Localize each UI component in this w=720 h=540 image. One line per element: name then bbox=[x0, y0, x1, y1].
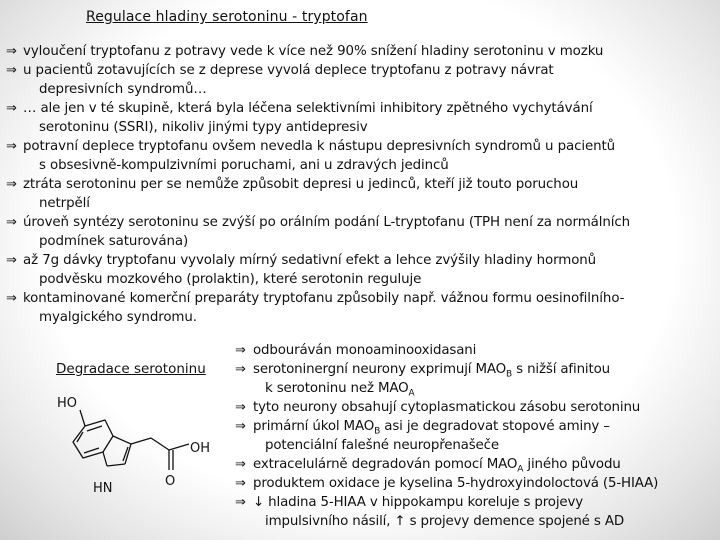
bond bbox=[107, 464, 125, 466]
bullet-text: potravní deplece tryptofanu ovšem nevedla k nástupu depresivních syndromů u pacientů bbox=[23, 139, 616, 154]
bullet-item bbox=[5, 99, 717, 137]
bullet-continuation: netrpělí bbox=[39, 196, 90, 211]
implies-arrow-icon: ⇒ bbox=[235, 343, 246, 358]
degradation-item bbox=[233, 474, 718, 493]
bullet-text: kontaminované komerční preparáty tryptofanu způsobily např. vážnou formu oesinofilního- bbox=[23, 291, 625, 306]
item-continuation bbox=[253, 379, 718, 398]
implies-arrow-icon: ⇒ bbox=[235, 400, 246, 415]
item-text: serotoninergní neurony exprimují MAO bbox=[253, 362, 507, 377]
bullet-item bbox=[5, 137, 717, 175]
hydroxyl-label: HO bbox=[57, 396, 78, 411]
serotonin-structure bbox=[55, 392, 225, 502]
degradation-list bbox=[233, 341, 718, 531]
implies-arrow-icon: ⇒ bbox=[235, 419, 246, 434]
bullet-continuation: podvěsku mozkového (prolaktin), které serotonin reguluje bbox=[39, 272, 422, 287]
item-text: asi je degradovat stopové aminy – bbox=[380, 419, 610, 434]
degradation-item bbox=[233, 455, 718, 474]
item-text: s nižší afinitou bbox=[512, 362, 610, 377]
item-text: odbouráván monoaminooxidasani bbox=[253, 343, 477, 358]
bullet-continuation: depresivních syndromů… bbox=[39, 82, 207, 97]
implies-arrow-icon: ⇒ bbox=[235, 476, 246, 491]
bullet-list bbox=[5, 42, 717, 327]
bullet-item bbox=[5, 251, 717, 289]
item-text: jiného původu bbox=[523, 457, 621, 472]
bullet-item bbox=[5, 175, 717, 213]
item-text: extracelulárně degradován pomocí MAO bbox=[253, 457, 518, 472]
bullet-text: ztráta serotoninu per se nemůže způsobit depresi u jedinců, kteří již touto poruchou bbox=[23, 177, 579, 192]
acid-oh-label: OH bbox=[190, 441, 211, 456]
item-text: produktem oxidace je kyselina 5-hydroxyindoloctová (5-HIAA) bbox=[253, 476, 659, 491]
item-text: tyto neurony obsahují cytoplasmatickou zásobu serotoninu bbox=[253, 400, 641, 415]
bullet-item bbox=[5, 289, 717, 327]
implies-arrow-icon: ⇒ bbox=[6, 139, 17, 154]
bond bbox=[131, 438, 151, 444]
item-text: primární úkol MAO bbox=[253, 419, 375, 434]
bullet-continuation: s obsesivně-kompulzivními poruchami, ani u zdravých jedinců bbox=[39, 158, 449, 173]
enzyme-subscript: B bbox=[374, 426, 381, 437]
enzyme-subscript: B bbox=[506, 369, 513, 380]
item-continuation: potenciální falešné neuropřenašeče bbox=[265, 438, 499, 453]
degradation-item bbox=[233, 493, 718, 531]
item-continuation: impulsivního násilí, ↑ s projevy demence spojené s AD bbox=[265, 514, 624, 529]
implies-arrow-icon: ⇒ bbox=[6, 215, 17, 230]
bullet-continuation: serotoninu (SSRI), nikoliv jinými typy antidepresiv bbox=[39, 120, 368, 135]
implies-arrow-icon: ⇒ bbox=[6, 291, 17, 306]
bullet-text: úroveň syntézy serotoninu se zvýší po orálním podání L-tryptofanu (TPH není za normálních bbox=[23, 215, 631, 230]
degradation-item bbox=[233, 360, 718, 398]
amine-label: HN bbox=[93, 481, 113, 496]
bullet-item bbox=[5, 213, 717, 251]
bond bbox=[80, 410, 85, 426]
bullet-text: vyloučení tryptofanu z potravy vede k více než 90% snížení hladiny serotoninu v mozku bbox=[23, 44, 604, 59]
degradation-item bbox=[233, 417, 718, 455]
implies-arrow-icon: ⇒ bbox=[6, 63, 17, 78]
bullet-continuation: podmínek saturována) bbox=[39, 234, 189, 249]
bond bbox=[151, 438, 169, 450]
implies-arrow-icon: ⇒ bbox=[235, 457, 246, 472]
bond bbox=[113, 436, 131, 444]
implies-arrow-icon: ⇒ bbox=[6, 177, 17, 192]
implies-arrow-icon: ⇒ bbox=[6, 101, 17, 116]
implies-arrow-icon: ⇒ bbox=[235, 362, 246, 377]
bullet-text: … ale jen v té skupině, která byla léčena selektivními inhibitory zpětného vychytávání bbox=[23, 101, 593, 116]
implies-arrow-icon: ⇒ bbox=[6, 44, 17, 59]
carbonyl-o-label: O bbox=[165, 474, 176, 489]
bullet-item bbox=[5, 42, 717, 61]
degradation-item bbox=[233, 341, 718, 360]
implies-arrow-icon: ⇒ bbox=[6, 253, 17, 268]
item-text: k serotoninu než MAO bbox=[265, 381, 409, 396]
double-bond bbox=[123, 447, 128, 461]
bullet-item bbox=[5, 61, 717, 99]
bullet-text: u pacientů zotavujících se z deprese vyvolá deplece tryptofanu z potravy návrat bbox=[23, 63, 554, 78]
enzyme-subscript: A bbox=[517, 464, 524, 475]
double-bond bbox=[84, 448, 99, 453]
bullet-text: až 7g dávky tryptofanu vyvolaly mírný sedativní efekt a lehce zvýšily hladiny hormonů bbox=[23, 253, 597, 268]
bond bbox=[169, 444, 189, 450]
enzyme-subscript: A bbox=[408, 388, 415, 399]
item-text: ↓ hladina 5-HIAA v hippokampu koreluje s projevy bbox=[253, 495, 584, 510]
bond bbox=[103, 452, 107, 466]
degradation-heading: Degradace serotoninu bbox=[56, 361, 206, 377]
slide-title: Regulace hladiny serotoninu - tryptofan bbox=[86, 9, 368, 25]
bullet-continuation: myalgického syndromu. bbox=[39, 310, 197, 325]
degradation-item bbox=[233, 398, 718, 417]
double-bond bbox=[87, 426, 102, 431]
implies-arrow-icon: ⇒ bbox=[235, 495, 246, 510]
